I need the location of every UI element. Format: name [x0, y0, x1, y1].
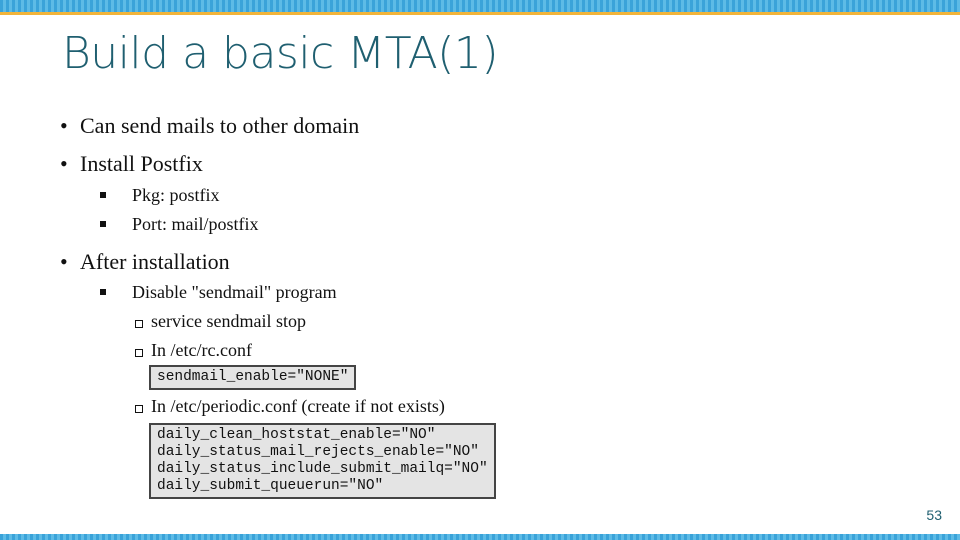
page-number: 53	[926, 507, 942, 523]
sub-bullet-disable: Disable "sendmail" program	[100, 282, 337, 303]
sub-sub-bullet-periodic: In /etc/periodic.conf (create if not exists)	[135, 396, 445, 417]
bullet-dot: •	[60, 113, 68, 138]
hollow-square-bullet-icon	[135, 320, 143, 328]
top-accent-line	[0, 12, 960, 15]
code-block-rc-conf: sendmail_enable="NONE"	[149, 365, 356, 390]
sub-sub-bullet-service: service sendmail stop	[135, 311, 306, 332]
square-bullet-icon	[100, 289, 106, 295]
bullet-after: • After installation	[60, 249, 230, 274]
bottom-decor-bar	[0, 534, 960, 540]
slide-title: Build a basic MTA(1)	[62, 28, 499, 79]
sub-bullet-port: Port: mail/postfix	[100, 214, 259, 235]
sub-bullet-pkg: Pkg: postfix	[100, 185, 220, 206]
square-bullet-icon	[100, 221, 106, 227]
bullet-send: • Can send mails to other domain	[60, 113, 360, 138]
sub-sub-bullet-rcconf: In /etc/rc.conf	[135, 340, 252, 361]
hollow-square-bullet-icon	[135, 405, 143, 413]
bullet-dot: •	[60, 249, 68, 274]
bullet-dot: •	[60, 151, 68, 176]
square-bullet-icon	[100, 192, 106, 198]
top-decor-bar	[0, 0, 960, 12]
bullet-install: • Install Postfix	[60, 151, 203, 176]
hollow-square-bullet-icon	[135, 349, 143, 357]
code-block-periodic-conf: daily_clean_hoststat_enable="NO" daily_status_mail_rejects_enable="NO" daily_status_include_submit_mailq="NO" daily_submit_queuerun="NO"	[149, 423, 496, 499]
